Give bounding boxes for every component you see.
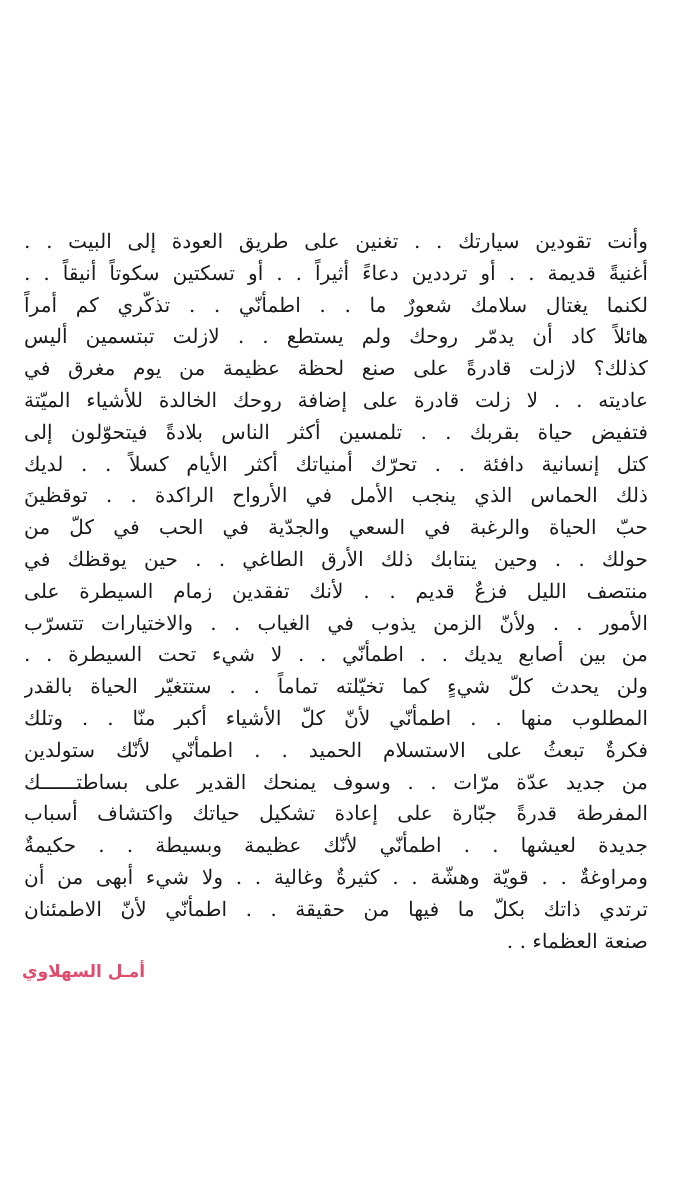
text-line: فتفيض حياة بقربك . . تلمسين أكثر الناس بلادةً فيتحوّلون إلى bbox=[24, 419, 648, 444]
text-line: من جديد عدّة مرّات . . وسوف يمنحك القدير على بساطتــــــك bbox=[24, 769, 648, 794]
text-line: ذلك الحماس الذي ينجب الأمل في الأرواح الراكدة . . توقظينَ bbox=[24, 483, 648, 508]
text-line: كتل إنسانية دافئة . . تحرّك أمنياتك أكثر الأيام كسلاً . . لديك bbox=[24, 451, 648, 476]
text-line: ولن يحدث كلّ شيءٍ كما تخيّلته تماماً . . ستتغيّر الحياة بالقدر bbox=[24, 674, 648, 699]
text-line: حولك . . وحين ينتابك ذلك الأرق الطاغي . . حين يوقظك في bbox=[24, 546, 648, 571]
text-line: صنعة العظماء . . bbox=[506, 928, 648, 953]
text-line: الأمور . . ولأنّ الزمن يذوب في الغياب . . والاختيارات تتسرّب bbox=[24, 610, 648, 635]
text-line: من بين أصابع يديك . . اطمأنّي . . لا شيء تحت السيطرة . . bbox=[24, 642, 648, 667]
text-line: أغنيةً قديمة . . أو ترددين دعاءً أثيراً . . أو تسكتين سكوتاً أنيقاً . . bbox=[24, 260, 648, 285]
text-card bbox=[0, 212, 675, 988]
prose-text bbox=[24, 226, 648, 957]
text-line: وأنت تقودين سيارتك . . تغنين على طريق العودة إلى البيت . . bbox=[24, 229, 648, 253]
text-line: فكرةٌ تبعثُ على الاستسلام الحميد . . اطمأنّي لأنّك ستولدين bbox=[24, 737, 648, 762]
text-line: لكنما يغتال سلامك شعورٌ ما . . اطمأنّي . . تذكّري كم أمراً bbox=[24, 292, 648, 317]
text-line: ومراوغةٌ . . قويّة وهشّة . . كثيرةٌ وغالية . . ولا شيء أبهى من أن bbox=[24, 864, 648, 889]
text-line: عاديته . . لا زلت قادرة على إضافة روحك الخالدة للأشياء الميّتة bbox=[24, 387, 648, 412]
bottom-margin bbox=[0, 988, 675, 1200]
text-line: كذلك؟ لازلت قادرةً على صنع لحظة عظيمة من يوم مغرق في bbox=[24, 356, 648, 381]
top-margin bbox=[0, 0, 675, 212]
text-line: المفرطة قدرةً جبّارة على إعادة تشكيل حياتك واكتشاف أسباب bbox=[24, 801, 648, 826]
text-line: ترتدي ذاتك بكلّ ما فيها من حقيقة . . اطمأنّي لأنّ الاطمئنان bbox=[24, 896, 648, 921]
author-signature: أمـل السهلاوي bbox=[22, 962, 146, 982]
text-line: جديدة لعيشها . . اطمأنّي لأنّك عظيمة وبسيطة . . حكيمةٌ bbox=[24, 833, 648, 858]
text-line: حبّ الحياة والرغبة في السعي والجدّية في الحب في كلّ من bbox=[24, 515, 648, 540]
text-line: منتصف الليل فزعٌ قديم . . لأنك تفقدين زمام السيطرة على bbox=[24, 578, 648, 603]
text-line: المطلوب منها . . اطمأنّي لأنّ كلّ الأشياء أكبر منّا . . وتلك bbox=[24, 705, 648, 730]
text-line: هائلاً كاد أن يدمّر روحك ولم يستطع . . لازلت تبتسمين أليس bbox=[24, 324, 648, 349]
